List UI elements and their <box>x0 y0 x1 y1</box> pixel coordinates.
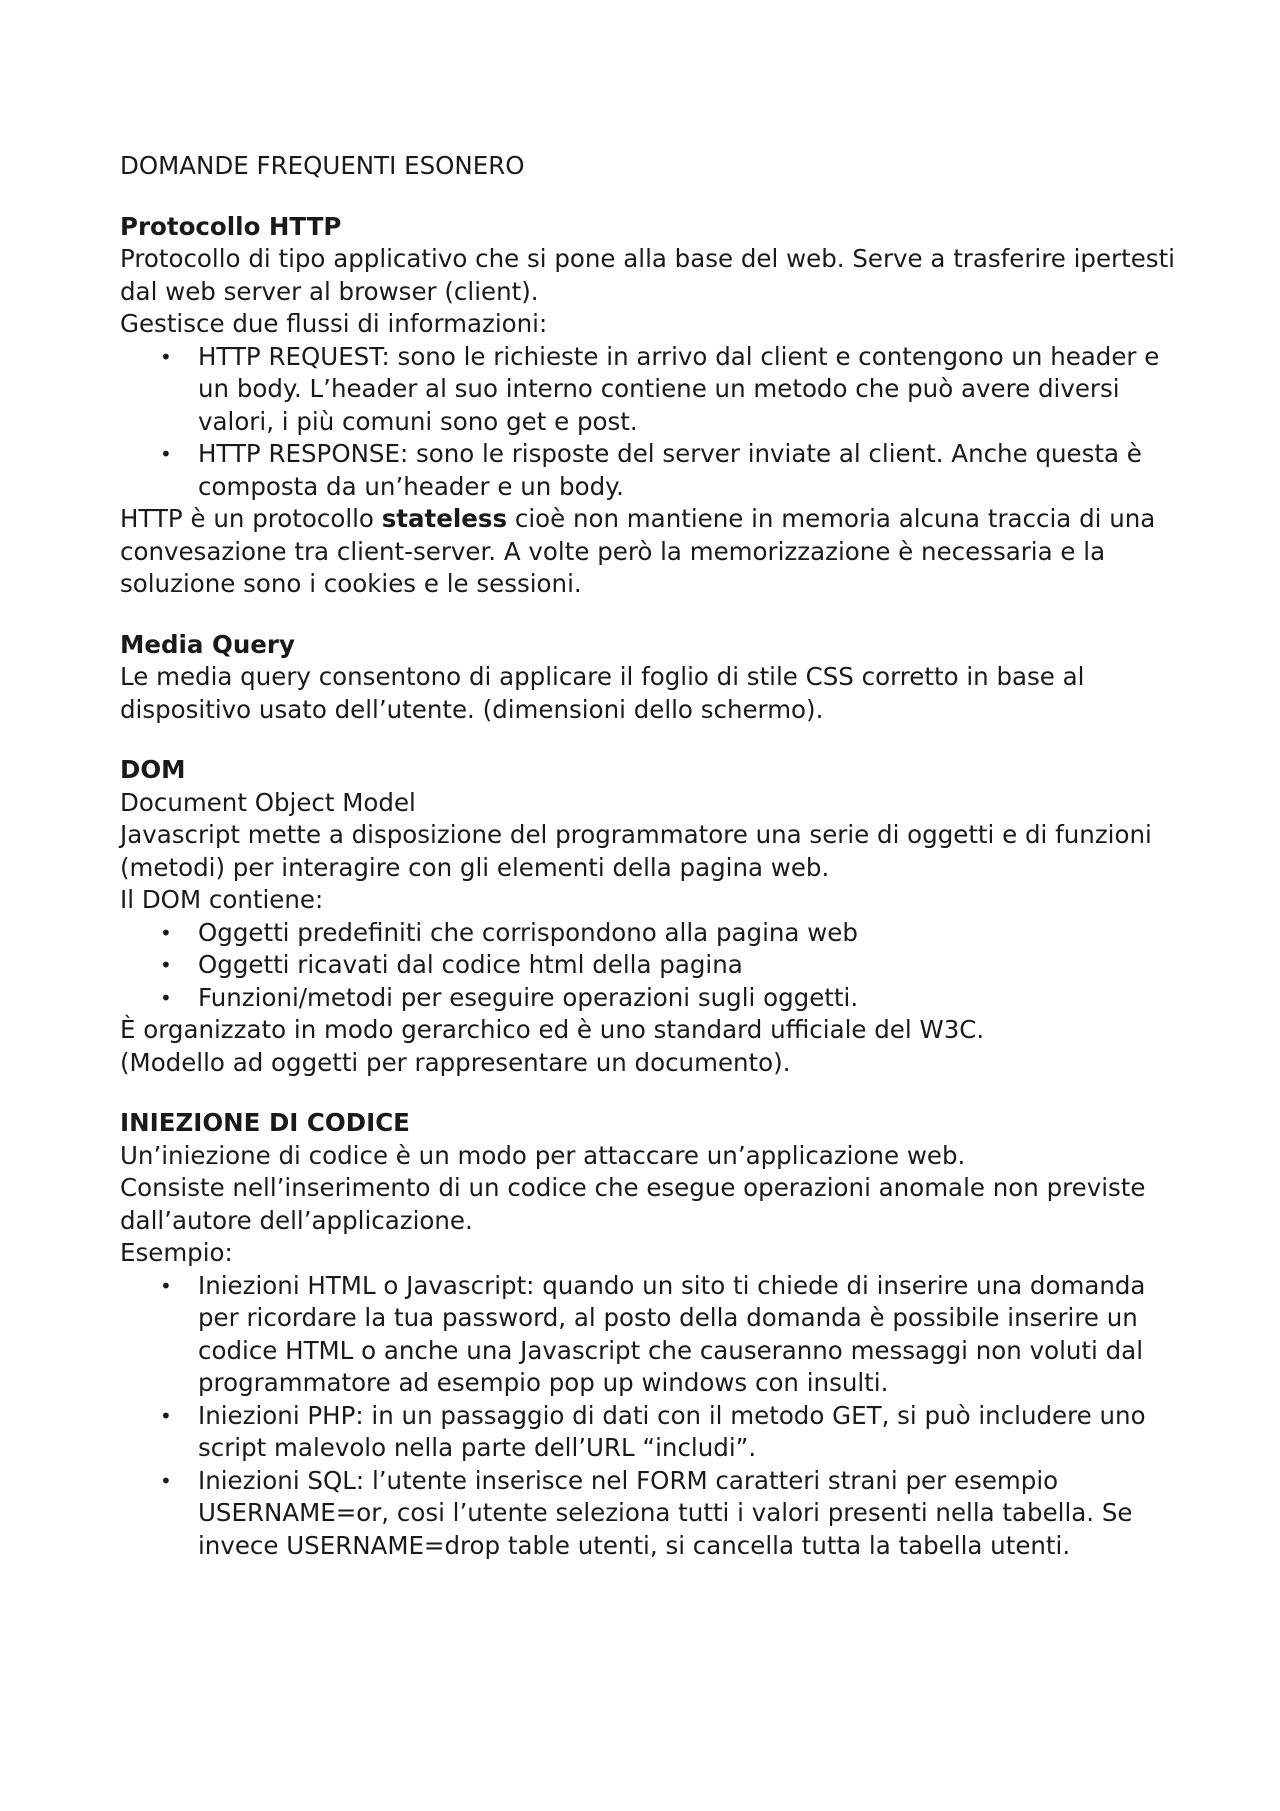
bullet-icon: • <box>160 1468 172 1493</box>
section-http <box>120 211 1180 601</box>
list-item-text: HTTP REQUEST: sono le richieste in arrivo dal client e contengono un header e un body. L’header al suo interno contiene un metodo che può avere diversi valori, i più comuni sono get e post. <box>198 341 1160 436</box>
document-page <box>120 150 1180 1590</box>
dom-subtitle: Document Object Model <box>120 787 416 817</box>
dom-bullet-list <box>120 917 1180 1015</box>
list-item <box>160 1400 1180 1465</box>
bullet-icon: • <box>160 985 172 1010</box>
list-item <box>160 1465 1180 1563</box>
injection-line-1: Un’iniezione di codice è un modo per attaccare un’applicazione web. <box>120 1140 966 1170</box>
list-item <box>160 982 1180 1015</box>
section-heading-media-query: Media Query <box>120 629 295 659</box>
dom-closing-2: (Modello ad oggetti per rappresentare un documento). <box>120 1047 791 1077</box>
bullet-icon: • <box>160 344 172 369</box>
bullet-icon: • <box>160 953 172 977</box>
list-item-text: Oggetti ricavati dal codice html della pagina <box>198 950 743 979</box>
bullet-icon: • <box>160 920 172 945</box>
list-item-text: Funzioni/metodi per eseguire operazioni sugli oggetti. <box>198 982 859 1012</box>
section-injection <box>120 1107 1180 1562</box>
bullet-icon: • <box>160 442 172 466</box>
dom-closing-1: È organizzato in modo gerarchico ed è uno standard ufficiale del W3C. <box>120 1015 985 1044</box>
list-item <box>160 917 1180 950</box>
section-heading-injection: INIEZIONE DI CODICE <box>120 1108 410 1137</box>
stateless-text-after: cioè non mantiene in memoria alcuna traccia di una convesazione tra client-server. A volte però la memorizzazione è necessaria e la soluzione sono i cookies e le sessioni. <box>120 504 1156 598</box>
list-item-text: Iniezioni PHP: in un passaggio di dati con il metodo GET, si può includere uno script malevolo nella parte dell’URL “includi”. <box>198 1400 1146 1462</box>
stateless-keyword: stateless <box>381 504 508 533</box>
injection-line-2: Consiste nell’inserimento di un codice che esegue operazioni anomale non previste dall’autore dell’applicazione. <box>120 1173 1146 1235</box>
http-bullet-list <box>120 341 1180 504</box>
bullet-icon: • <box>160 1403 172 1428</box>
list-item <box>160 949 1180 982</box>
http-intro: Protocollo di tipo applicativo che si pone alla base del web. Serve a trasferire ipertesti dal web server al browser (client). <box>120 244 1175 306</box>
injection-bullet-list <box>120 1270 1180 1563</box>
list-item <box>160 1270 1180 1400</box>
injection-example-label: Esempio: <box>120 1238 233 1267</box>
section-heading-http: Protocollo HTTP <box>120 211 342 241</box>
section-media-query <box>120 629 1180 727</box>
media-query-text: Le media query consentono di applicare il foglio di stile CSS corretto in base al dispositivo usato dell’utente. (dimensioni dello schermo). <box>120 662 1085 724</box>
bullet-icon: • <box>160 1273 172 1298</box>
stateless-text-before: HTTP è un protocollo <box>120 504 382 533</box>
list-item <box>160 438 1180 503</box>
section-dom <box>120 754 1180 1079</box>
list-item <box>160 341 1180 439</box>
list-item-text: HTTP RESPONSE: sono le risposte del server inviate al client. Anche questa è composta da un’header e un body. <box>198 439 1142 501</box>
list-item-text: Iniezioni HTML o Javascript: quando un sito ti chiede di inserire una domanda per ricordare la tua password, al posto della domanda è possibile inserire un codice HTML o anche una Javascript che causeranno messaggi non voluti dal programmatore ad esempio pop up windows con insulti. <box>198 1270 1146 1397</box>
http-flows-intro: Gestisce due flussi di informazioni: <box>120 309 548 338</box>
http-stateless-paragraph <box>120 503 1180 601</box>
dom-contains-intro: Il DOM contiene: <box>120 885 324 914</box>
section-heading-dom: DOM <box>120 755 186 784</box>
list-item-text: Oggetti predefiniti che corrispondono alla pagina web <box>198 917 858 947</box>
document-title: DOMANDE FREQUENTI ESONERO <box>120 151 525 180</box>
list-item-text: Iniezioni SQL: l’utente inserisce nel FORM caratteri strani per esempio USERNAME=or, cosi l’utente seleziona tutti i valori presenti nella tabella. Se invece USERNAME=drop table utenti, si cancella tutta la tabella utenti. <box>198 1465 1133 1560</box>
dom-intro: Javascript mette a disposizione del programmatore una serie di oggetti e di funzioni (metodi) per interagire con gli elementi della pagina web. <box>120 820 1152 882</box>
